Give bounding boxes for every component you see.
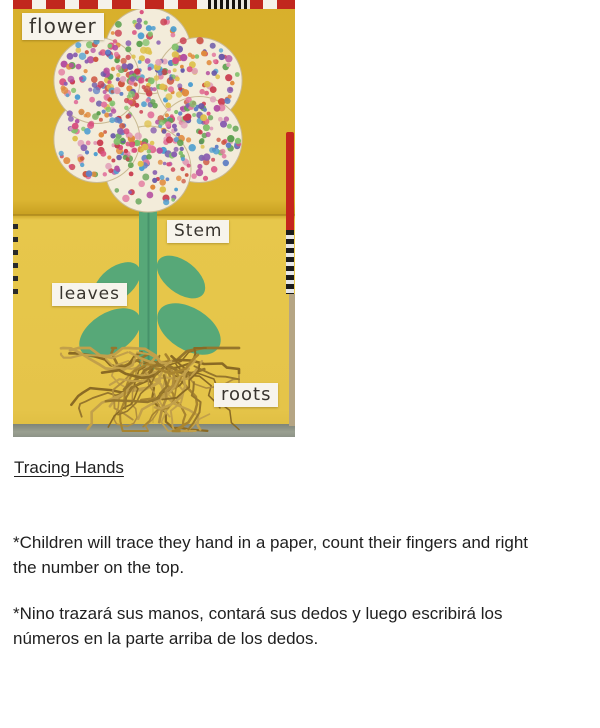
- paragraph-line: the number on the top.: [13, 557, 185, 577]
- bulletin-striped-border: [13, 0, 295, 9]
- label-flower: flower: [22, 13, 104, 40]
- label-stem: Stem: [167, 220, 229, 243]
- paragraph-english: [13, 531, 528, 580]
- bulletin-checker-border: [208, 0, 250, 9]
- label-roots: roots: [214, 383, 278, 407]
- paragraph-line: *Children will trace they hand in a paper, count their fingers and right: [13, 533, 529, 552]
- paragraph-spanish: [13, 602, 502, 651]
- section-heading: Tracing Hands: [14, 458, 124, 477]
- stem-and-leaves: [71, 185, 230, 370]
- plant-parts-craft-photo: [13, 0, 295, 437]
- flower-craft-art: [13, 0, 295, 437]
- label-leaves: leaves: [52, 283, 127, 306]
- paragraph-line: *Nino trazará sus manos, contará sus dedos y luego escribirá los: [13, 604, 503, 623]
- roots-shredded-paper: [61, 348, 239, 431]
- paragraph-line: números en la parte arriba de los dedos.: [13, 628, 319, 648]
